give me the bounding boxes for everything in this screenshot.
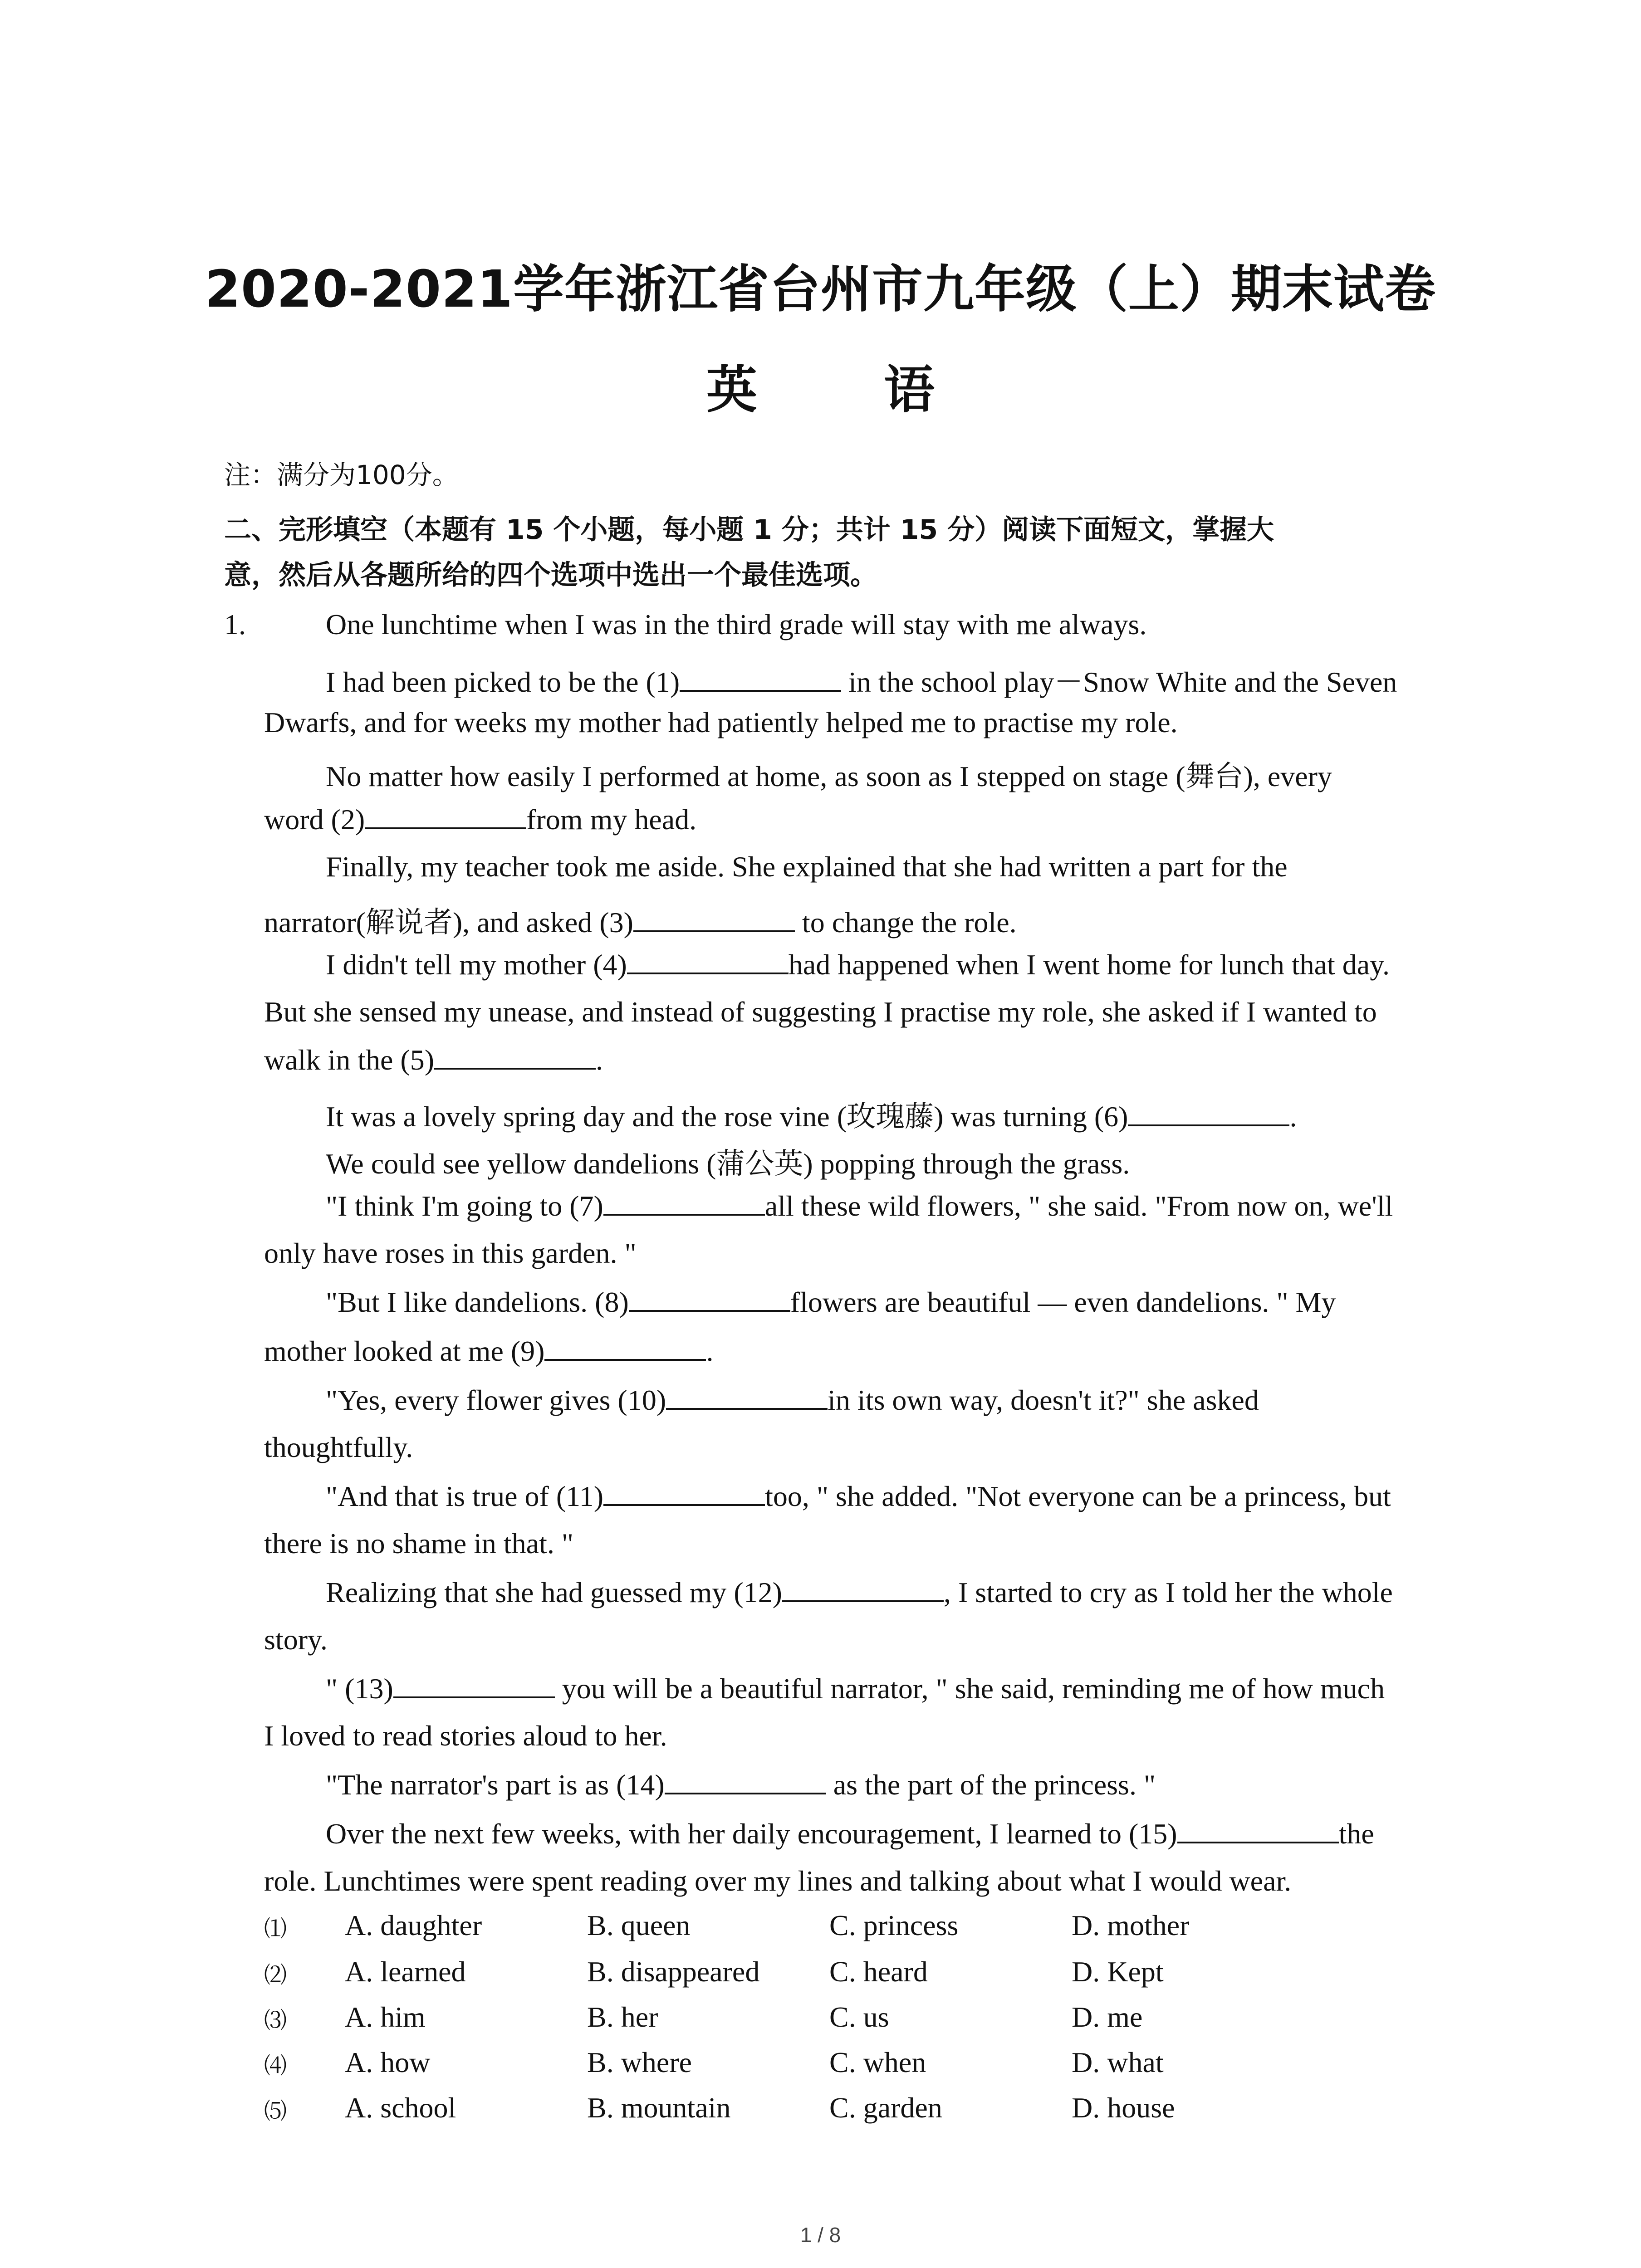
passage-text: Realizing that she had guessed my (12) xyxy=(326,1576,782,1608)
passage-text: you will be a beautiful narrator, " she said, reminding me of how much xyxy=(554,1672,1385,1705)
passage-text: too, " she added. "Not everyone can be a princess, but xyxy=(765,1480,1391,1512)
passage-text: walk in the (5) xyxy=(264,1044,434,1076)
passage-text: mother looked at me (9) xyxy=(264,1335,545,1367)
passage-line xyxy=(264,1623,328,1657)
passage-line xyxy=(326,850,1288,884)
option-b[interactable]: B. mountain xyxy=(587,2092,731,2124)
passage-text: No matter how easily I performed at home, as soon as I stepped on stage (舞台), every xyxy=(326,760,1332,792)
passage-text: there is no shame in that. " xyxy=(264,1527,573,1559)
passage-text: the xyxy=(1338,1818,1374,1850)
option-c[interactable]: C. when xyxy=(829,2046,926,2078)
passage-text: I had been picked to be the (1) xyxy=(326,666,680,698)
passage-text: to change the role. xyxy=(794,906,1017,938)
passage-text: "The narrator's part is as (14) xyxy=(326,1769,665,1801)
answer-blank[interactable] xyxy=(603,1189,765,1216)
option-a[interactable]: A. how xyxy=(345,2046,431,2078)
option-c[interactable]: C. heard xyxy=(829,1955,928,1988)
passage-text: But she sensed my unease, and instead of suggesting I practise my role, she asked if I wanted to xyxy=(264,996,1377,1028)
passage-line xyxy=(264,995,1377,1029)
answer-blank[interactable] xyxy=(603,1480,765,1506)
passage-text: . xyxy=(706,1335,714,1367)
option-c[interactable]: C. princess xyxy=(829,1909,959,1941)
section-heading-line: 二、完形填空（本题有 15 个小题，每小题 1 分；共计 15 分）阅读下面短文，掌握大 xyxy=(224,514,1274,546)
answer-blank[interactable] xyxy=(666,1383,828,1410)
passage-text: all these wild flowers, " she said. "From now on, we'll xyxy=(764,1190,1393,1222)
passage-text: narrator(解说者), and asked (3) xyxy=(264,906,633,938)
passage-line xyxy=(326,1189,1393,1223)
passage-text: thoughtfully. xyxy=(264,1431,413,1463)
option-b[interactable]: B. disappeared xyxy=(587,1955,760,1988)
passage-text: , I started to cry as I told her the whole xyxy=(943,1576,1393,1608)
passage-text: " (13) xyxy=(326,1672,393,1705)
passage-line xyxy=(326,1480,1391,1513)
passage-text: . xyxy=(1289,1100,1297,1133)
answer-blank[interactable] xyxy=(629,1286,790,1312)
passage-line xyxy=(326,753,1332,795)
passage-line xyxy=(264,1431,413,1464)
option-number: ⑴ xyxy=(264,1916,287,1942)
option-number: ⑵ xyxy=(264,1962,287,1988)
subject-title: 英 语 xyxy=(706,361,989,420)
passage-text: We could see yellow dandelions (蒲公英) popping through the grass. xyxy=(326,1148,1130,1180)
passage-line xyxy=(326,1383,1259,1417)
passage-text: in its own way, doesn't it?" she asked xyxy=(828,1384,1259,1416)
passage-line xyxy=(264,1237,637,1270)
passage-line xyxy=(326,659,1397,700)
passage-text: "And that is true of (11) xyxy=(326,1480,604,1512)
passage-text: as the part of the princess. " xyxy=(826,1769,1156,1801)
passage-text: in the school play－Snow White and the Seven xyxy=(841,666,1397,698)
option-a[interactable]: A. learned xyxy=(345,1955,466,1988)
option-b[interactable]: B. her xyxy=(587,2001,658,2033)
option-a[interactable]: A. daughter xyxy=(345,1909,482,1941)
passage-line xyxy=(326,608,1146,641)
passage-text: role. Lunchtimes were spent reading over my lines and talking about what I would wear. xyxy=(264,1865,1292,1897)
passage-text: . xyxy=(596,1044,603,1076)
passage-line xyxy=(326,1768,1156,1802)
option-d[interactable]: D. mother xyxy=(1072,1909,1190,1941)
option-c[interactable]: C. garden xyxy=(829,2092,942,2124)
answer-blank[interactable] xyxy=(782,1576,944,1602)
answer-blank[interactable] xyxy=(627,948,789,974)
passage-text: story. xyxy=(264,1623,328,1656)
option-number: ⑶ xyxy=(264,2007,287,2033)
option-d[interactable]: D. what xyxy=(1072,2046,1164,2078)
section-heading-line: 意，然后从各题所给的四个选项中选出一个最佳选项。 xyxy=(224,559,877,591)
passage-text: One lunchtime when I was in the third grade will stay with me always. xyxy=(326,608,1147,640)
passage-line xyxy=(326,948,1390,982)
passage-text: flowers are beautiful — even dandelions. " My xyxy=(790,1286,1336,1318)
option-d[interactable]: D. Kept xyxy=(1072,1955,1164,1988)
option-number: ⑸ xyxy=(264,2098,287,2124)
passage-line xyxy=(264,899,1017,941)
passage-text: "Yes, every flower gives (10) xyxy=(326,1384,666,1416)
passage-text: Dwarfs, and for weeks my mother had patiently helped me to practise my role. xyxy=(264,706,1178,738)
score-note: 注：满分为100分。 xyxy=(224,459,459,490)
answer-blank[interactable] xyxy=(393,1672,555,1698)
option-c[interactable]: C. us xyxy=(829,2001,889,2033)
passage-line xyxy=(264,1527,573,1560)
passage-line xyxy=(264,1334,713,1368)
passage-text: Over the next few weeks, with her daily encouragement, I learned to (15) xyxy=(326,1818,1177,1850)
passage-line xyxy=(326,1286,1336,1319)
passage-text: I didn't tell my mother (4) xyxy=(326,948,627,981)
passage-line xyxy=(264,803,696,836)
passage-line xyxy=(264,706,1178,739)
passage-line xyxy=(264,1864,1291,1898)
passage-text: from my head. xyxy=(526,803,697,836)
page-number: 1 / 8 xyxy=(800,2223,841,2247)
passage-text: had happened when I went home for lunch that day. xyxy=(788,948,1390,981)
option-b[interactable]: B. where xyxy=(587,2046,692,2078)
answer-blank[interactable] xyxy=(1177,1817,1339,1843)
passage-text: word (2) xyxy=(264,803,365,836)
passage-line xyxy=(264,1719,667,1753)
passage-text: It was a lovely spring day and the rose vine (玫瑰藤) was turning (6) xyxy=(326,1100,1128,1133)
option-number: ⑷ xyxy=(264,2053,287,2079)
passage-line xyxy=(326,1817,1374,1851)
passage-text: I loved to read stories aloud to her. xyxy=(264,1720,667,1752)
answer-blank[interactable] xyxy=(680,665,841,692)
answer-blank[interactable] xyxy=(1128,1100,1289,1126)
passage-text: Finally, my teacher took me aside. She explained that she had written a part for the xyxy=(326,850,1288,883)
answer-blank[interactable] xyxy=(665,1768,826,1794)
option-a[interactable]: A. school xyxy=(345,2092,456,2124)
passage-line xyxy=(326,1576,1393,1609)
option-b[interactable]: B. queen xyxy=(587,1909,691,1941)
passage-line xyxy=(264,1043,603,1077)
passage-line xyxy=(326,1672,1385,1706)
option-a[interactable]: A. him xyxy=(345,2001,426,2033)
passage-text: only have roses in this garden. " xyxy=(264,1237,637,1269)
section-heading xyxy=(224,507,1449,598)
passage-line xyxy=(326,1093,1297,1135)
passage-line xyxy=(326,1140,1130,1182)
passage-text: "But I like dandelions. (8) xyxy=(326,1286,629,1318)
answer-blank[interactable] xyxy=(434,1043,596,1070)
page-title: 2020-2021学年浙江省台州市九年级（上）期末试卷 xyxy=(205,260,1436,319)
option-d[interactable]: D. house xyxy=(1072,2092,1175,2124)
option-d[interactable]: D. me xyxy=(1072,2001,1143,2033)
answer-blank[interactable] xyxy=(365,803,526,829)
question-number: 1. xyxy=(224,608,246,640)
answer-blank[interactable] xyxy=(633,906,795,932)
passage-text: "I think I'm going to (7) xyxy=(326,1190,603,1222)
answer-blank[interactable] xyxy=(544,1334,706,1361)
